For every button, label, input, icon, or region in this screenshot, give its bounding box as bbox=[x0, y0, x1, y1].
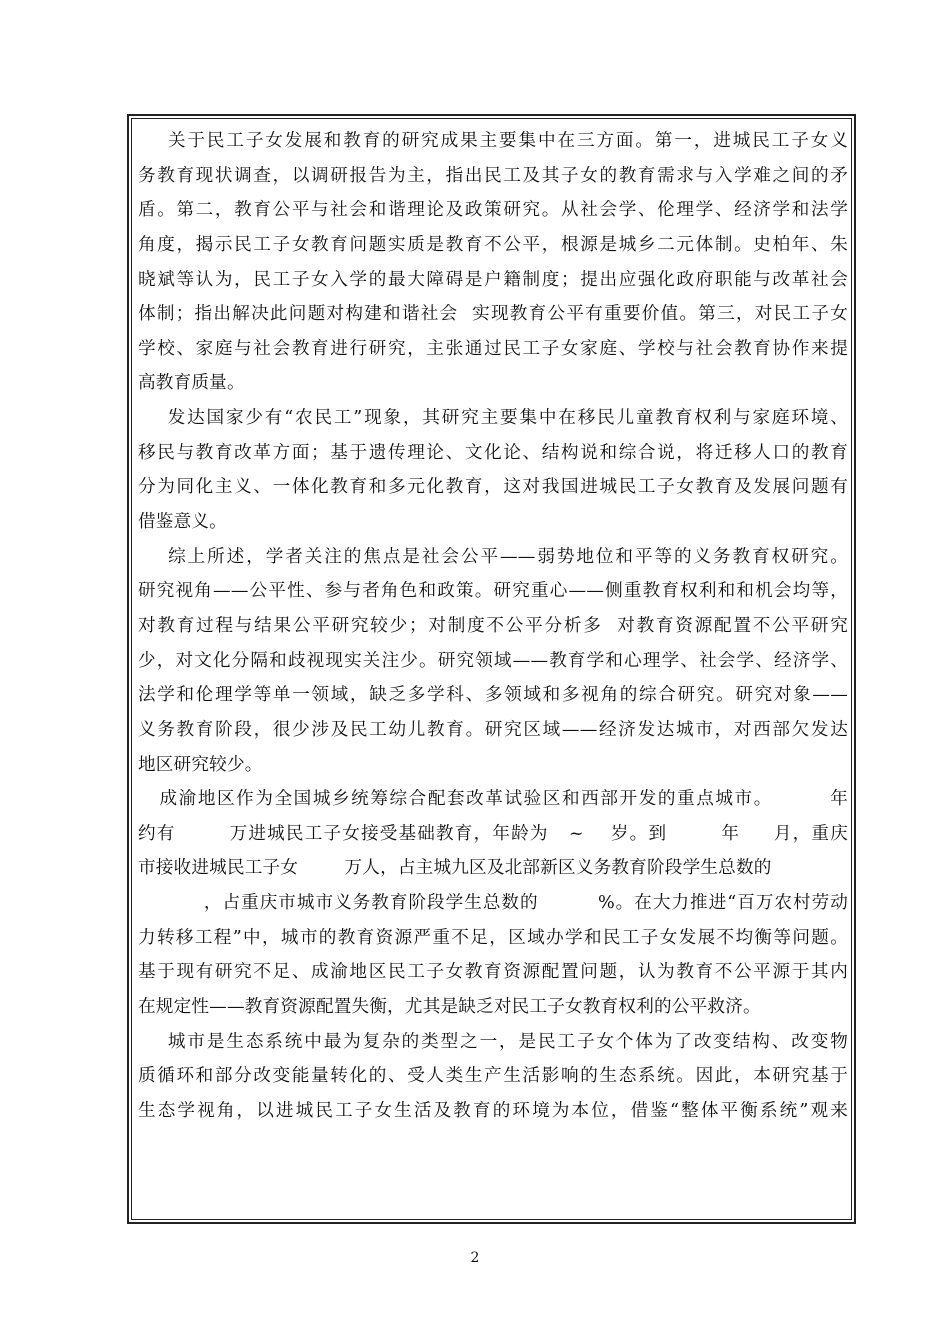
text-line: 市接收进城民工子女 万人，占主城九区及北部新区义务教育阶段学生总数的 bbox=[138, 858, 772, 879]
text-line: 移民与教育改革方面；基于遗传理论、文化论、结构说和综合说，将迁移人口的教育 bbox=[138, 442, 848, 463]
text-line: 基于现有研究不足、成渝地区民工子女教育资源配置问题，认为教育不公平源于其内 bbox=[138, 962, 848, 983]
text-line: 法学和伦理学等单一领域，缺乏多学科、多领域和多视角的综合研究。研究对象—— bbox=[138, 685, 848, 706]
text-line: 质循环和部分改变能量转化的、受人类生产生活影响的生态系统。因此，本研究基于 bbox=[138, 1066, 848, 1087]
text-line: 研究视角——公平性、参与者角色和政策。研究重心——侧重教育权利和和机会均等， bbox=[138, 581, 848, 602]
text-line: 务教育现状调查，以调研报告为主，指出民工及其子女的教育需求与入学难之间的矛 bbox=[138, 165, 848, 186]
text-line: 城市是生态系统中最为复杂的类型之一，是民工子女个体为了改变结构、改变物 bbox=[138, 1031, 848, 1052]
page-number: 2 bbox=[470, 1250, 480, 1266]
text-line: 高教育质量。 bbox=[138, 373, 245, 394]
text-line: 义务教育阶段，很少涉及民工幼儿教育。研究区域——经济发达城市，对西部欠发达 bbox=[138, 719, 848, 740]
text-line: 借鉴意义。 bbox=[138, 512, 227, 533]
text-line: 晓斌等认为，民工子女入学的最大障碍是户籍制度；提出应强化政府职能与改革社会 bbox=[138, 269, 848, 290]
document-body bbox=[138, 124, 848, 1129]
text-line: 成渝地区作为全国城乡统筹综合配套改革试验区和西部开发的重点城市。 年 bbox=[138, 789, 848, 810]
text-line: 力转移工程”中，城市的教育资源严重不足，区域办学和民工子女发展不均衡等问题。 bbox=[138, 927, 848, 948]
text-line: 学校、家庭与社会教育进行研究，主张通过民工子女家庭、学校与社会教育协作来提 bbox=[138, 338, 848, 359]
text-line: 分为同化主义、一体化教育和多元化教育，这对我国进城民工子女教育及发展问题有 bbox=[138, 477, 848, 498]
text-line: 体制；指出解决此问题对构建和谐社会 实现教育公平有重要价值。第三，对民工子女 bbox=[138, 304, 848, 325]
text-line: 在规定性——教育资源配置失衡，尤其是缺乏对民工子女教育权利的公平救济。 bbox=[138, 997, 761, 1018]
text-line: 少，对文化分隔和歧视现实关注少。研究领域——教育学和心理学、社会学、经济学、 bbox=[138, 650, 848, 671]
text-line: 地区研究较少。 bbox=[138, 754, 263, 775]
text-line: 盾。第二，教育公平与社会和谐理论及政策研究。从社会学、伦理学、经济学和法学 bbox=[138, 200, 848, 221]
text-line: 生态学视角，以进城民工子女生活及教育的环境为本位，借鉴“整体平衡系统”观来 bbox=[138, 1100, 848, 1121]
text-line: 约有 万进城民工子女接受基础教育，年龄为 ~ 岁。到 年 月，重庆 bbox=[138, 823, 848, 844]
text-line: 发达国家少有“农民工”现象，其研究主要集中在移民儿童教育权利与家庭环境、 bbox=[138, 408, 848, 429]
text-line: ，占重庆市城市义务教育阶段学生总数的 %。在大力推进“百万农村劳动 bbox=[138, 893, 848, 914]
text-line: 角度，揭示民工子女教育问题实质是教育不公平，根源是城乡二元体制。史柏年、朱 bbox=[138, 234, 848, 255]
text-line: 关于民工子女发展和教育的研究成果主要集中在三方面。第一，进城民工子女义 bbox=[138, 131, 848, 151]
text-line: 综上所述，学者关注的焦点是社会公平——弱势地位和平等的义务教育权研究。 bbox=[138, 546, 848, 567]
text-line: 对教育过程与结果公平研究较少；对制度不公平分析多 对教育资源配置不公平研究 bbox=[138, 615, 848, 636]
